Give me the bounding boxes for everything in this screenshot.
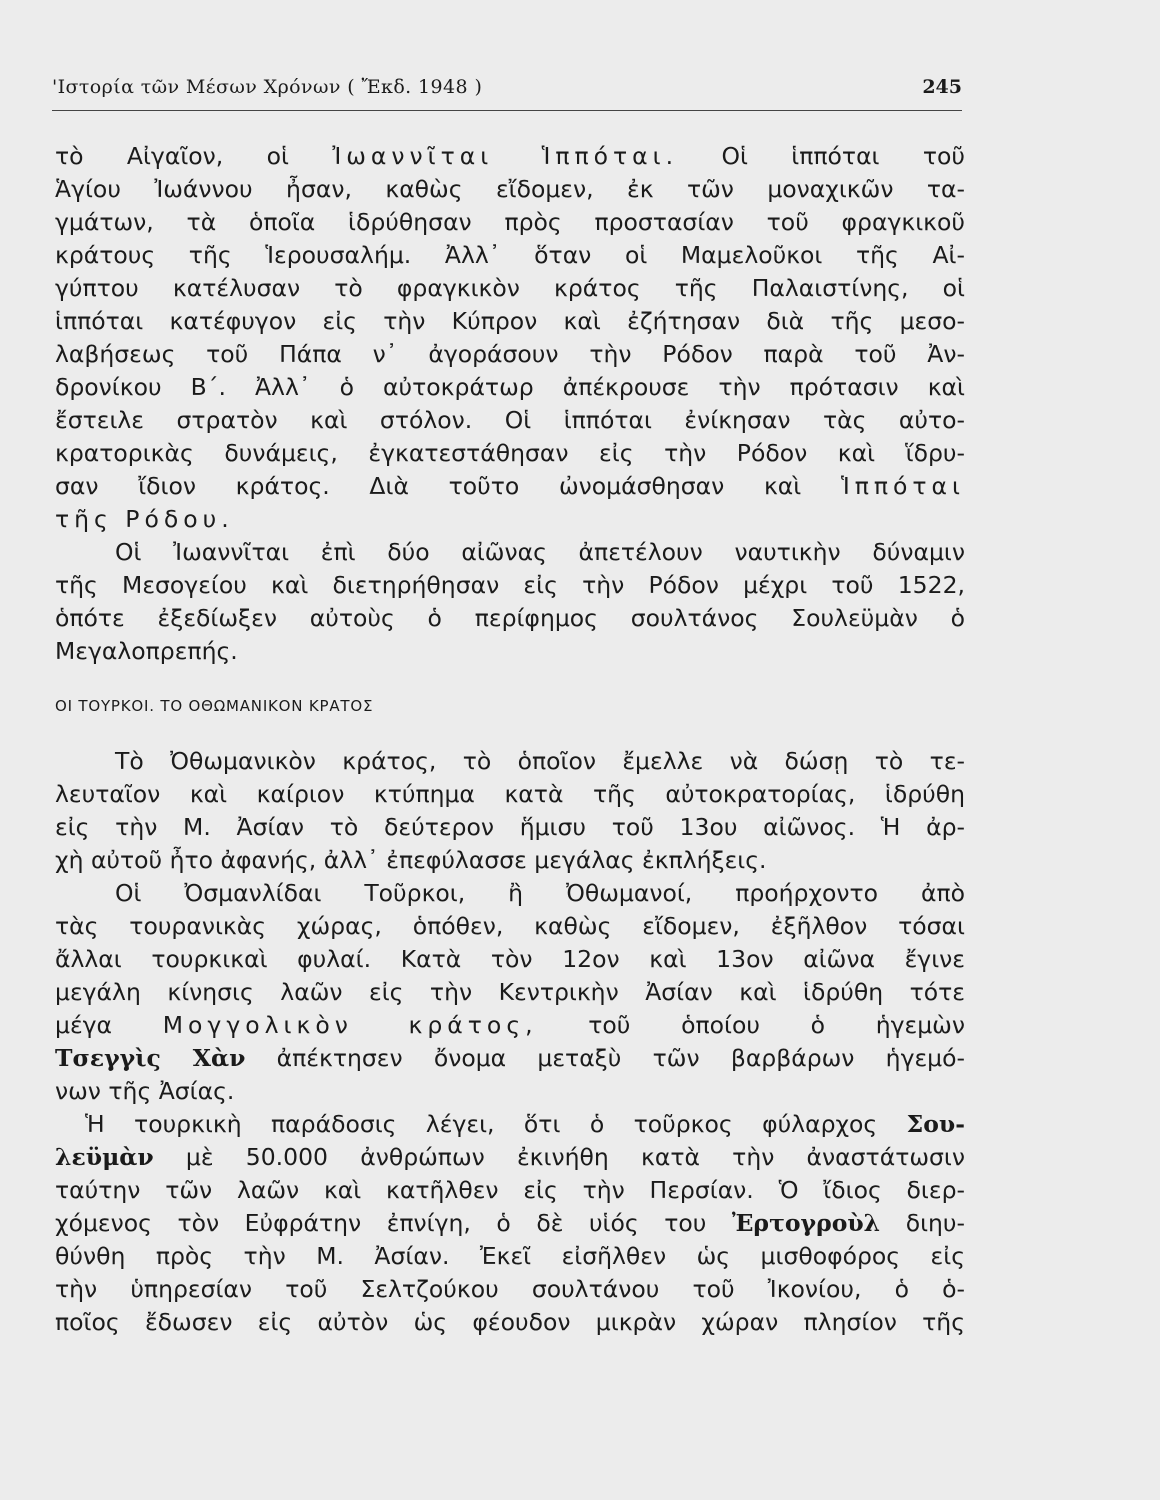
text-line: Τσεγγὶς Χὰν ἀπέκτησεν ὄνομα μεταξὺ τῶν βαρβάρων ἡγεμό- — [55, 1044, 965, 1072]
text-line: λαβήσεως τοῦ Πάπα ν᾽ ἀγοράσουν τὴν Ρόδον παρὰ τοῦ Ἀν- — [55, 340, 965, 368]
text-line: ταύτην τῶν λαῶν καὶ κατῆλθεν εἰς τὴν Περσίαν. Ὁ ἴδιος διερ- — [55, 1176, 965, 1204]
bold-name: Τσεγγὶς Χὰν — [55, 1044, 246, 1072]
bold-name: Ἐρτογροὺλ — [731, 1209, 881, 1237]
text-line: μέγα Μογγολικὸν κράτος, τοῦ ὁποίου ὁ ἡγεμὼν — [55, 1011, 965, 1039]
text-line: τὰς τουρανικὰς χώρας, ὁπόθεν, καθὼς εἴδομεν, ἐξῆλθον τόσαι — [55, 912, 965, 940]
text-line: ἄλλαι τουρκικαὶ φυλαί. Κατὰ τὸν 12ον καὶ 13ον αἰῶνα ἔγινε — [55, 945, 965, 973]
text-line: χὴ αὐτοῦ ἦτο ἀφανής, ἀλλ᾽ ἐπεφύλασσε μεγάλας ἐκπλήξεις. — [55, 846, 767, 874]
running-title: 'Ιστορία τῶν Μέσων Χρόνων ( Ἔκδ. 1948 ) — [52, 76, 483, 98]
bold-name: Σου- — [906, 1110, 965, 1138]
body-text — [55, 140, 965, 1339]
text-line: δρονίκου Β΄. Ἀλλ᾽ ὁ αὐτοκράτωρ ἀπέκρουσε τὴν πρότασιν καὶ — [55, 373, 965, 401]
text-line: γύπτου κατέλυσαν τὸ φραγκικὸν κράτος τῆς Παλαιστίνης, οἱ — [55, 274, 965, 302]
text-line: Τὸ Ὀθωμανικὸν κράτος, τὸ ὁποῖον ἔμελλε νὰ δώσῃ τὸ τε- — [115, 747, 965, 775]
header-rule — [52, 110, 962, 111]
text-line: Οἱ Ὀσμανλίδαι Τοῦρκοι, ἢ Ὀθωμανοί, προήρχοντο ἀπὸ — [115, 879, 965, 907]
text-line: τῆς Ρόδου. — [55, 505, 234, 533]
text-line: κράτους τῆς Ἱερουσαλήμ. Ἀλλ᾽ ὅταν οἱ Μαμελοῦκοι τῆς Αἰ- — [55, 241, 965, 269]
text-line: σαν ἴδιον κράτος. Διὰ τοῦτο ὠνομάσθησαν καὶ Ἱππόται — [55, 472, 965, 500]
text-line: γμάτων, τὰ ὁποῖα ἱδρύθησαν πρὸς προστασίαν τοῦ φραγκικοῦ — [55, 208, 965, 236]
text-line: λευταῖον καὶ καίριον κτύπημα κατὰ τῆς αὐτοκρατορίας, ἱδρύθη — [55, 780, 965, 808]
page-number: 245 — [922, 76, 962, 98]
text-line: ὁπότε ἐξεδίωξεν αὐτοὺς ὁ περίφημος σουλτάνος Σουλεϋμὰν ὁ — [55, 604, 965, 632]
running-header — [52, 76, 962, 98]
text-line: τὴν ὑπηρεσίαν τοῦ Σελτζούκου σουλτάνου τοῦ Ἰκονίου, ὁ ὁ- — [55, 1275, 965, 1303]
spaced-term: Ἱππόται — [840, 472, 965, 500]
text-line: χόμενος τὸν Εὐφράτην ἐπνίγη, ὁ δὲ υἱός του Ἐρτογροὺλ διηυ- — [55, 1209, 965, 1237]
text-line: ποῖος ἔδωσεν εἰς αὐτὸν ὡς φέουδον μικρὰν χώραν πλησίον τῆς — [55, 1308, 965, 1336]
text-line: μεγάλη κίνησις λαῶν εἰς τὴν Κεντρικὴν Ἀσίαν καὶ ἱδρύθη τότε — [55, 978, 965, 1006]
text-line: ἔστειλε στρατὸν καὶ στόλον. Οἱ ἱππόται ἐνίκησαν τὰς αὐτο- — [55, 406, 965, 434]
text-line: ἱππόται κατέφυγον εἰς τὴν Κύπρον καὶ ἐζήτησαν διὰ τῆς μεσο- — [55, 307, 965, 335]
text-line: Μεγαλοπρεπής. — [55, 637, 238, 665]
spaced-term: Μογγολικὸν κράτος, — [162, 1011, 538, 1039]
spaced-term: Ἰωαννῖται Ἱππόται. — [332, 142, 679, 170]
text-line: κρατορικὰς δυνάμεις, ἐγκατεστάθησαν εἰς τὴν Ρόδον καὶ ἵδρυ- — [55, 439, 965, 467]
text-line: λεϋμὰν μὲ 50.000 ἀνθρώπων ἐκινήθη κατὰ τὴν ἀναστάτωσιν — [55, 1143, 965, 1171]
text-line: νων τῆς Ἀσίας. — [55, 1077, 235, 1105]
text-line: εἰς τὴν Μ. Ἀσίαν τὸ δεύτερον ἥμισυ τοῦ 13ου αἰῶνος. Ἡ ἀρ- — [55, 813, 965, 841]
bold-name: λεϋμὰν — [55, 1143, 154, 1171]
text-line: Οἱ Ἰωαννῖται ἐπὶ δύο αἰῶνας ἀπετέλουν ναυτικὴν δύναμιν — [115, 538, 965, 566]
text-line: θύνθη πρὸς τὴν Μ. Ἀσίαν. Ἐκεῖ εἰσῆλθεν ὡς μισθοφόρος εἰς — [55, 1242, 965, 1270]
text-line: τὸ Αἰγαῖον, οἱ Ἰωαννῖται Ἱππόται. Οἱ ἱππόται τοῦ — [55, 142, 966, 170]
text-line: Ἡ τουρκικὴ παράδοσις λέγει, ὅτι ὁ τοῦρκος φύλαρχος Σου- — [85, 1110, 965, 1138]
text-line: Ἁγίου Ἰωάννου ἦσαν, καθὼς εἴδομεν, ἐκ τῶν μοναχικῶν τα- — [55, 175, 965, 203]
text-line: τῆς Μεσογείου καὶ διετηρήθησαν εἰς τὴν Ρόδον μέχρι τοῦ 1522, — [55, 571, 965, 599]
section-heading: ΟΙ ΤΟΥΡΚΟΙ. ΤΟ ΟΘΩΜΑΝΙΚΟΝ ΚΡΑΤΟΣ — [55, 697, 374, 715]
